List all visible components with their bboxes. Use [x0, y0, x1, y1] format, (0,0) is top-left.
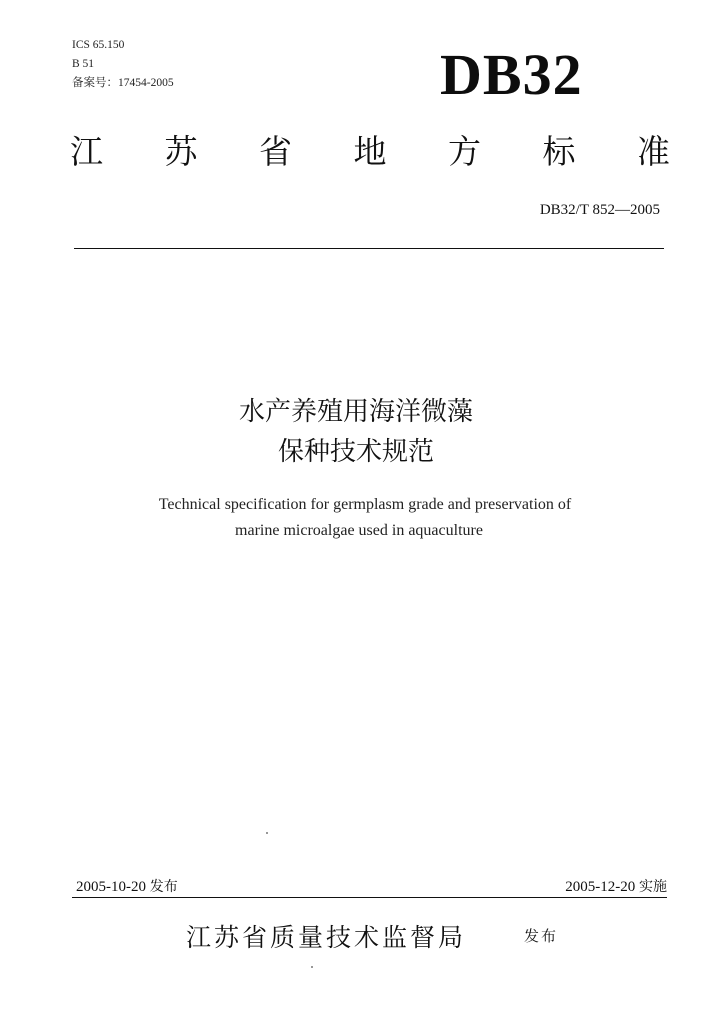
implement-label: 实施 [639, 879, 667, 895]
standard-type [70, 132, 670, 172]
top-divider [74, 248, 664, 249]
ccs-code: B 51 [72, 58, 95, 70]
issue-date: 2005-10-20 [76, 879, 146, 895]
title-en-line2: marine microalgae used in aquaculture [235, 522, 483, 539]
standard-type-char: 准 [637, 132, 670, 171]
ics-code: ICS 65.150 [72, 39, 125, 51]
bottom-divider [72, 897, 667, 898]
standard-type-char: 江 [70, 132, 103, 171]
standard-logo: DB32 [440, 42, 583, 107]
standard-type-char: 省 [259, 132, 292, 171]
filing-number: 备案号：17454-2005 [72, 77, 174, 89]
standard-type-char: 方 [448, 132, 481, 171]
scan-speck [311, 966, 313, 968]
title-zh-line1: 水产养殖用海洋微藻 [238, 397, 473, 427]
implement-date: 2005-12-20 [565, 879, 636, 895]
issue-label: 发布 [149, 879, 178, 895]
implement-date-line [470, 876, 667, 896]
issue-date-line [76, 876, 178, 896]
standard-type-char: 标 [542, 132, 576, 171]
issuing-authority: 江苏省质量技术监督局 [186, 923, 467, 952]
standard-type-char: 地 [353, 132, 387, 171]
standard-number: DB32/T 852—2005 [539, 202, 660, 218]
issuing-suffix: 发布 [524, 927, 559, 945]
header-meta [72, 36, 174, 93]
title-zh-line2: 保种技术规范 [277, 437, 434, 467]
title-en-line1: Technical specification for germplasm grade and preservation of [158, 496, 572, 513]
scan-speck [266, 832, 268, 834]
standard-type-char: 苏 [164, 132, 198, 171]
